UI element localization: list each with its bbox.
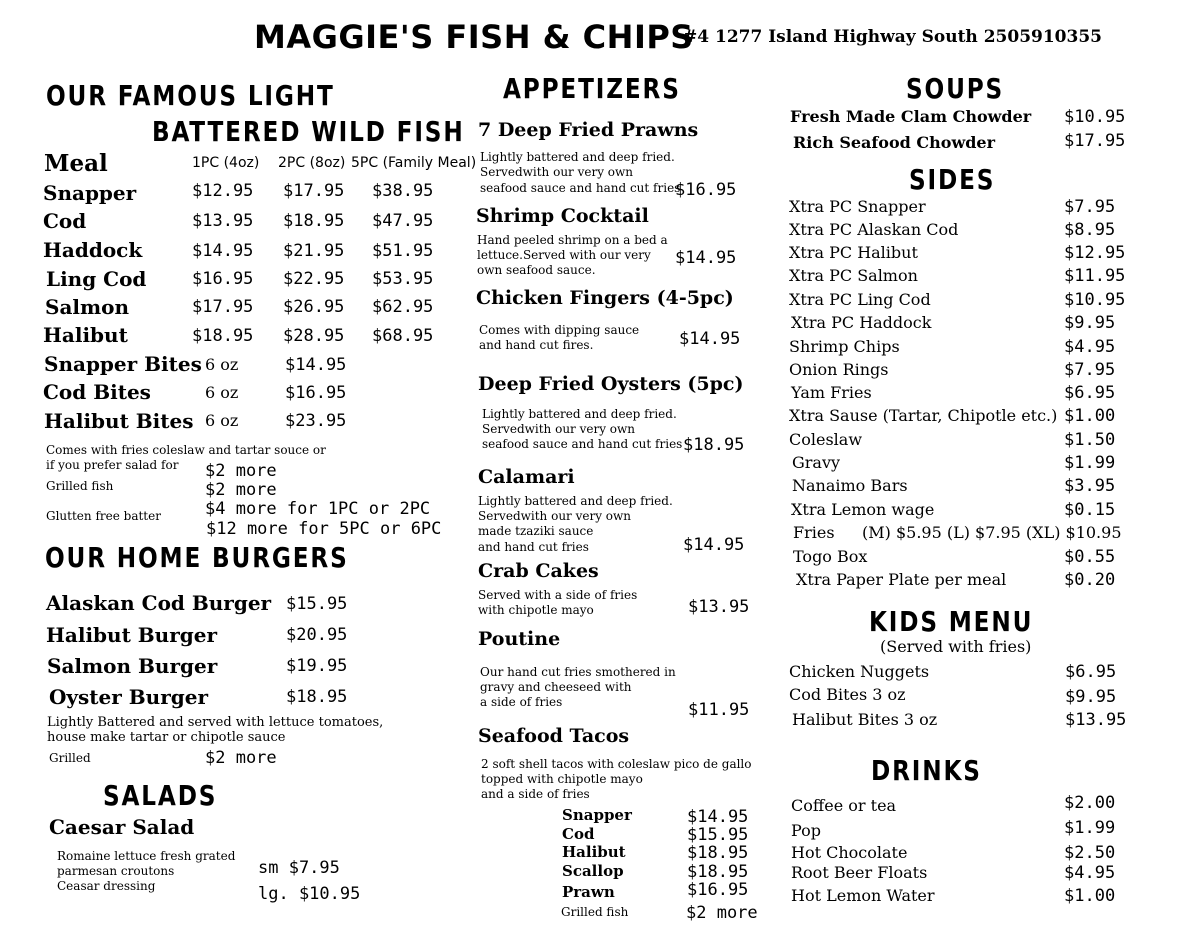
side-price: $12.95 [1064,243,1126,263]
caesar-desc: Romaine lettuce fresh grated [57,849,236,863]
side-price: $7.95 [1064,197,1116,217]
side-name: Xtra PC Ling Cod [789,290,931,309]
calamari-desc: Servedwith our very own [478,509,632,523]
restaurant-address: #4 1277 Island Highway South 2505910355 [683,27,1102,47]
caesar-price-large: lg. $10.95 [258,884,361,904]
side-price: $8.95 [1064,220,1116,240]
caesar-name: Caesar Salad [49,815,195,839]
drink-price: $2.00 [1064,793,1116,813]
poutine-desc: Our hand cut fries smothered in [480,665,676,679]
kids-item-name: Halibut Bites 3 oz [792,710,938,729]
shrimp-desc: own seafood sauce. [477,263,596,277]
taco-grilled-price: $2 more [686,903,758,923]
side-price: $3.95 [1064,476,1116,496]
kids-item-name: Chicken Nuggets [789,662,930,681]
soup-name: Rich Seafood Chowder [793,133,996,152]
side-name: Xtra PC Salmon [789,266,918,285]
chicken-desc: Comes with dipping sauce [479,323,640,337]
bites-size: 6 oz [205,355,239,374]
burger-note: house make tartar or chipotle sauce [47,730,286,745]
taco-name: Snapper [562,806,632,824]
side-price: $6.95 [1064,383,1116,403]
kids-item-price: $13.95 [1065,710,1127,730]
poutine-desc: gravy and cheeseed with [480,680,632,694]
tacos-desc: and a side of fries [481,787,590,801]
drink-name: Root Beer Floats [791,863,928,882]
col-header-meal: Meal [44,150,108,177]
side-price: $10.95 [1064,290,1126,310]
drink-name: Pop [791,821,821,840]
prawns-name: 7 Deep Fried Prawns [478,119,699,141]
burger-name: Oyster Burger [49,685,208,709]
burger-note: Lightly Battered and served with lettuce tomatoes, [47,715,384,730]
side-name: Xtra PC Snapper [789,197,926,216]
taco-price: $16.95 [687,880,749,900]
side-name: Xtra Sause (Tartar, Chipotle etc.) [789,406,1058,425]
chicken-price: $14.95 [679,329,741,349]
taco-price: $18.95 [687,843,749,863]
side-price: $0.15 [1064,500,1116,520]
burger-name: Halibut Burger [46,623,218,647]
drink-price: $1.99 [1064,818,1116,838]
bites-name: Snapper Bites [44,352,202,376]
side-name: Nanaimo Bars [792,476,908,495]
side-price: $1.99 [1064,453,1116,473]
calamari-desc: and hand cut fries [478,540,589,554]
taco-name: Cod [562,825,595,843]
side-price: $4.95 [1064,337,1116,357]
prawns-desc: Servedwith our very own [480,165,634,179]
side-price: $7.95 [1064,360,1116,380]
side-name: Xtra Lemon wage [791,500,935,519]
taco-grilled-label: Grilled fish [561,905,629,919]
prawns-desc: seafood sauce and hand cut fries [480,181,681,195]
poutine-price: $11.95 [688,700,750,720]
caesar-desc: parmesan croutons [57,864,175,878]
price-5pc: $68.95 [372,326,434,346]
kids-item-name: Cod Bites 3 oz [789,685,906,704]
col-header-5pc: 5PC (Family Meal) [351,155,477,171]
burgers-title: OUR HOME BURGERS [45,541,349,574]
col-header-2pc: 2PC (8oz) [278,155,346,171]
bites-size: 6 oz [205,411,239,430]
oysters-desc: seafood sauce and hand cut fries [482,437,683,451]
poutine-name: Poutine [478,628,561,650]
price-1pc: $16.95 [192,269,254,289]
side-price: $0.20 [1064,570,1116,590]
drink-price: $2.50 [1064,843,1116,863]
col-header-1pc: 1PC (4oz) [192,155,260,171]
side-name: Xtra Paper Plate per meal [796,570,1007,589]
side-name: Yam Fries [791,383,872,402]
burger-name: Salmon Burger [47,654,218,678]
price-2pc: $18.95 [283,211,345,231]
price-1pc: $14.95 [192,241,254,261]
calamari-price: $14.95 [683,535,745,555]
price-1pc: $18.95 [192,326,254,346]
salad-option-label: if you prefer salad for [46,458,179,472]
price-2pc: $21.95 [283,241,345,261]
crab-desc: with chipotle mayo [478,603,594,617]
drink-price: $4.95 [1064,863,1116,883]
tacos-desc: 2 soft shell tacos with coleslaw pico de gallo [481,757,752,771]
side-name: Xtra PC Haddock [791,313,932,332]
drink-name: Hot Lemon Water [791,886,935,905]
side-name: Fries [793,523,835,542]
tacos-desc: topped with chipotle mayo [481,772,643,786]
soups-title: SOUPS [906,72,1005,105]
oysters-name: Deep Fried Oysters (5pc) [478,373,744,395]
oysters-price: $18.95 [683,435,745,455]
drinks-title: DRINKS [871,754,982,787]
calamari-desc: made tzaziki sauce [478,524,594,538]
drink-name: Hot Chocolate [791,843,908,862]
fish-name: Ling Cod [46,267,147,291]
side-price: $0.55 [1064,547,1116,567]
side-name: Gravy [792,453,841,472]
side-price: $11.95 [1064,266,1126,286]
restaurant-title: MAGGIE'S FISH & CHIPS [254,18,694,56]
price-5pc: $47.95 [372,211,434,231]
salads-title: SALADS [103,779,218,812]
calamari-name: Calamari [478,466,575,488]
fish-name: Cod [43,209,87,233]
tacos-name: Seafood Tacos [478,725,630,747]
shrimp-name: Shrimp Cocktail [476,205,649,227]
side-name: Xtra PC Alaskan Cod [789,220,959,239]
side-price: $1.50 [1064,430,1116,450]
kids-item-price: $9.95 [1065,687,1117,707]
price-2pc: $26.95 [283,297,345,317]
bites-price: $14.95 [285,355,347,375]
crab-desc: Served with a side of fries [478,588,638,602]
side-name: Onion Rings [789,360,889,379]
side-price: $1.00 [1064,406,1116,426]
drink-name: Coffee or tea [791,796,897,815]
gluten-free-price-2: $12 more for 5PC or 6PC [206,519,442,539]
price-5pc: $53.95 [372,269,434,289]
price-2pc: $28.95 [283,326,345,346]
burger-price: $15.95 [286,594,348,614]
side-price: $9.95 [1064,313,1116,333]
price-2pc: $17.95 [283,181,345,201]
chicken-desc: and hand cut fires. [479,338,594,352]
grilled-label: Grilled fish [46,479,114,493]
gluten-free-label: Glutten free batter [46,509,161,523]
soup-name: Fresh Made Clam Chowder [790,107,1032,126]
side-price: (M) $5.95 (L) $7.95 (XL) $10.95 [862,523,1122,542]
bites-name: Halibut Bites [44,409,194,433]
famous-title-line2: BATTERED WILD FISH [152,115,465,148]
burger-grilled-label: Grilled [49,751,91,765]
fish-name: Salmon [45,295,130,319]
price-5pc: $38.95 [372,181,434,201]
side-name: Xtra PC Halibut [789,243,918,262]
price-5pc: $62.95 [372,297,434,317]
side-name: Shrimp Chips [789,337,900,356]
burger-name: Alaskan Cod Burger [46,591,272,615]
appetizers-title: APPETIZERS [503,72,681,105]
soup-price: $10.95 [1064,107,1126,127]
bites-price: $16.95 [285,383,347,403]
price-1pc: $17.95 [192,297,254,317]
prawns-price: $16.95 [675,180,737,200]
taco-price: $14.95 [687,807,749,827]
sides-title: SIDES [909,163,996,196]
salad-option-price: $2 more [205,461,277,481]
taco-price: $15.95 [687,825,749,845]
shrimp-price: $14.95 [675,248,737,268]
crab-name: Crab Cakes [478,560,599,582]
bites-size: 6 oz [205,383,239,402]
taco-name: Prawn [562,883,615,901]
famous-title-line1: OUR FAMOUS LIGHT [46,79,335,112]
shrimp-desc: Hand peeled shrimp on a bed a [477,233,668,247]
fish-name: Halibut [43,323,128,347]
drink-price: $1.00 [1064,886,1116,906]
kids-title: KIDS MENU [869,605,1034,638]
taco-name: Scallop [562,862,624,880]
fish-name: Snapper [43,181,137,205]
poutine-desc: a side of fries [480,695,563,709]
bites-price: $23.95 [285,411,347,431]
crab-price: $13.95 [688,597,750,617]
famous-note: Comes with fries coleslaw and tartar souce or [46,443,326,457]
price-1pc: $12.95 [192,181,254,201]
bites-name: Cod Bites [43,380,151,404]
soup-price: $17.95 [1064,131,1126,151]
burger-price: $19.95 [286,656,348,676]
kids-subtitle: (Served with fries) [880,637,1032,656]
side-name: Coleslaw [789,430,863,449]
calamari-desc: Lightly battered and deep fried. [478,494,673,508]
kids-item-price: $6.95 [1065,662,1117,682]
price-2pc: $22.95 [283,269,345,289]
oysters-desc: Lightly battered and deep fried. [482,407,677,421]
gluten-free-price-1: $4 more for 1PC or 2PC [205,499,431,519]
oysters-desc: Servedwith our very own [482,422,636,436]
price-5pc: $51.95 [372,241,434,261]
chicken-name: Chicken Fingers (4-5pc) [476,287,734,309]
prawns-desc: Lightly battered and deep fried. [480,150,675,164]
caesar-desc: Ceasar dressing [57,879,156,893]
grilled-price: $2 more [205,480,277,500]
price-1pc: $13.95 [192,211,254,231]
taco-price: $18.95 [687,862,749,882]
taco-name: Halibut [562,843,626,861]
burger-grilled-price: $2 more [205,748,277,768]
side-name: Togo Box [793,547,868,566]
burger-price: $20.95 [286,625,348,645]
burger-price: $18.95 [286,687,348,707]
shrimp-desc: lettuce.Served with our very [477,248,651,262]
caesar-price-small: sm $7.95 [258,858,340,878]
fish-name: Haddock [43,238,143,262]
